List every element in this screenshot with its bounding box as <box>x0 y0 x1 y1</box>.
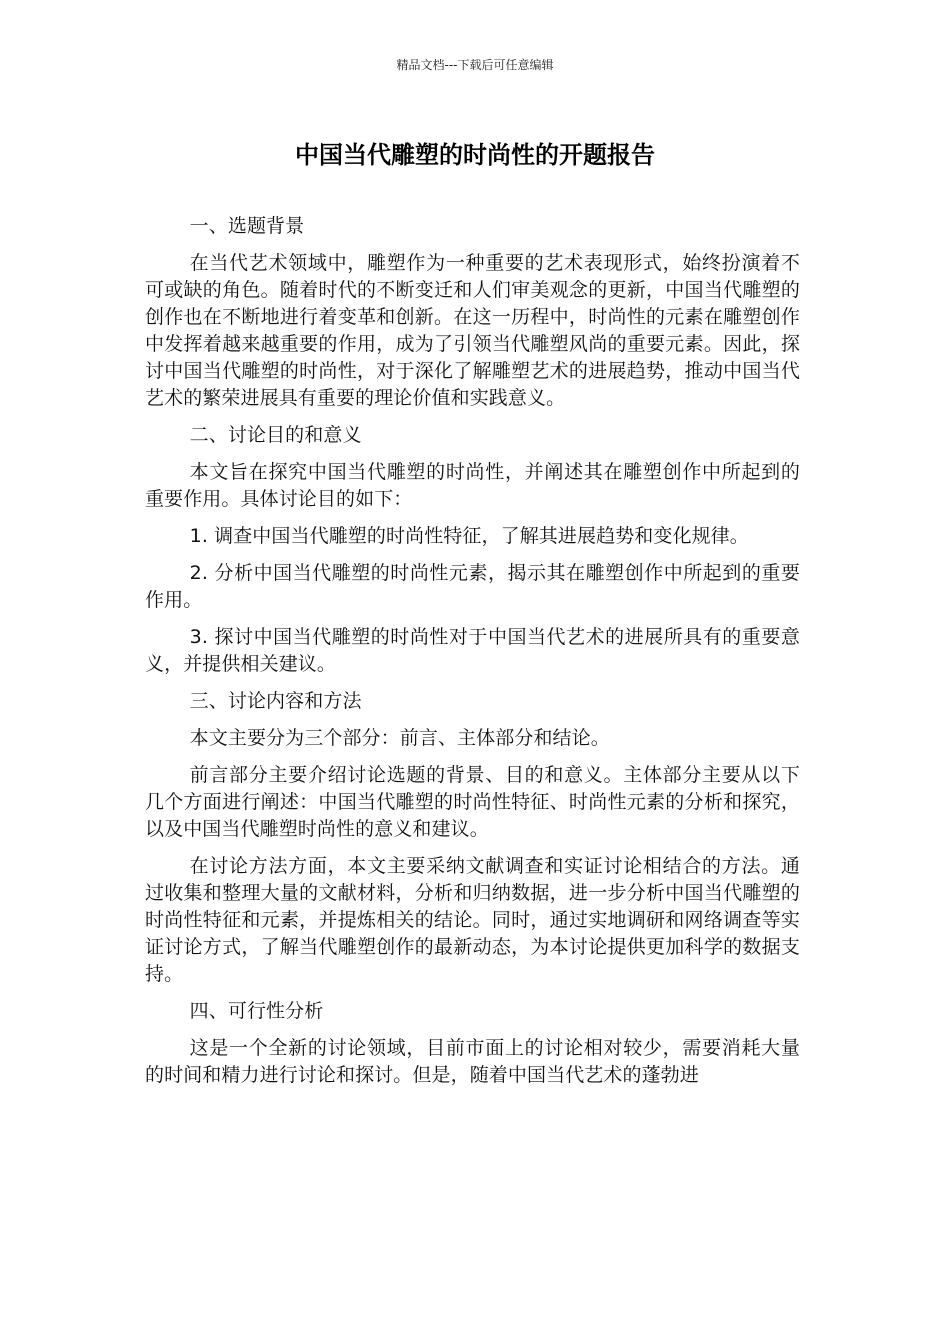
page-header-note: 精品文档---下载后可任意编辑 <box>396 58 554 72</box>
paragraph-structure: 本文主要分为三个部分：前言、主体部分和结论。 <box>189 727 610 749</box>
paragraph-feasibility: 这是一个全新的讨论领域，目前市面上的讨论相对较少，需要消耗大量的时间和精力进行讨论和探讨。但是，随着中国当代艺术的蓬勃进 <box>145 1037 800 1086</box>
section-heading-content-method: 三、讨论内容和方法 <box>189 690 362 712</box>
paragraph-background: 在当代艺术领域中，雕塑作为一种重要的艺术表现形式，始终扮演着不可或缺的角色。随着时代的不断变迁和人们审美观念的更新，中国当代雕塑的创作也在不断地进行着变革和创新。在这一历程中，时尚性的元素在雕塑创作中发挥着越来越重要的作用，成为了引领当代雕塑风尚的重要元素。因此，探讨中国当代雕塑的时尚性，对于深化了解雕塑艺术的进展趋势，推动中国当代艺术的繁荣进展具有重要的理论价值和实践意义。 <box>145 252 800 409</box>
section-heading-feasibility: 四、可行性分析 <box>189 1000 324 1022</box>
paragraph-preface: 前言部分主要介绍讨论选题的背景、目的和意义。主体部分主要从以下几个方面进行阐述：中国当代雕塑的时尚性特征、时尚性元素的分析和探究，以及中国当代雕塑时尚性的意义和建议。 <box>145 764 800 840</box>
list-item-goal-2: 2. 分析中国当代雕塑的时尚性元素，揭示其在雕塑创作中所起到的重要作用。 <box>145 562 800 611</box>
section-heading-background: 一、选题背景 <box>189 215 305 237</box>
document-body <box>145 213 800 1099</box>
section-heading-purpose: 二、讨论目的和意义 <box>189 424 362 446</box>
paragraph-purpose-intro: 本文旨在探究中国当代雕塑的时尚性，并阐述其在雕塑创作中所起到的重要作用。具体讨论目的如下： <box>145 461 800 510</box>
list-item-goal-3: 3. 探讨中国当代雕塑的时尚性对于中国当代艺术的进展所具有的重要意义，并提供相关建议。 <box>145 626 800 675</box>
document-title: 中国当代雕塑的时尚性的开题报告 <box>295 141 655 169</box>
list-item-goal-1: 1. 调查中国当代雕塑的时尚性特征，了解其进展趋势和变化规律。 <box>189 525 749 547</box>
paragraph-method: 在讨论方法方面，本文主要采纳文献调查和实证讨论相结合的方法。通过收集和整理大量的文献材料，分析和归纳数据，进一步分析中国当代雕塑的时尚性特征和元素，并提炼相关的结论。同时，通过实地调研和网络调查等实证讨论方式，了解当代雕塑创作的最新动态，为本讨论提供更加科学的数据支持。 <box>145 855 800 985</box>
